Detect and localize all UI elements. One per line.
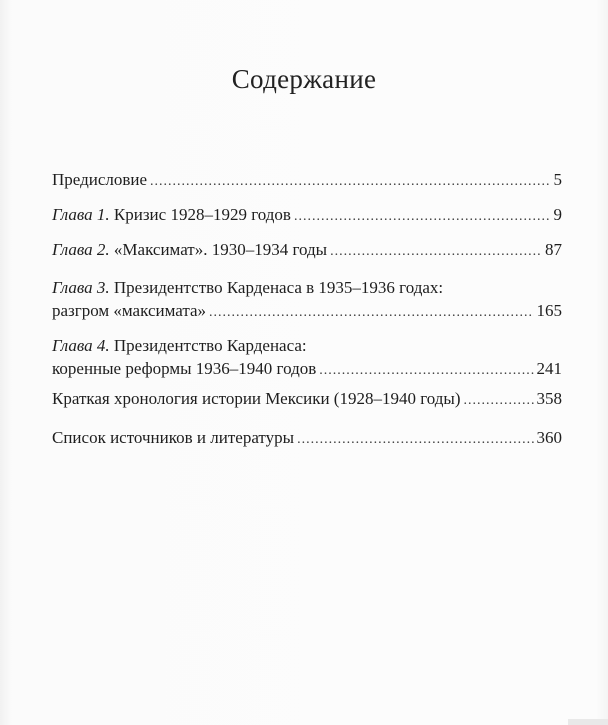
toc-entry-title: Президентство Карденаса: xyxy=(113,336,307,355)
toc-entry-preface[interactable] xyxy=(52,168,562,193)
toc-page-number: 241 xyxy=(536,359,562,378)
toc-entry-chapter-3[interactable] xyxy=(52,276,562,324)
chapter-label: Глава 3. xyxy=(52,278,110,297)
toc-page-number: 9 xyxy=(553,205,562,224)
leader-dots xyxy=(297,428,533,451)
toc-entry-title: Краткая хронология истории Мексики (1928–1940 годы) xyxy=(52,389,461,408)
toc-entry-title: Список источников и литературы xyxy=(52,428,295,447)
toc-entry-chapter-1[interactable] xyxy=(52,203,562,228)
toc-entry-chronology[interactable] xyxy=(52,387,562,412)
toc-entry-chapter-2[interactable] xyxy=(52,238,562,263)
toc-entry-chapter-4[interactable] xyxy=(52,334,562,382)
page-title: Содержание xyxy=(231,64,377,94)
leader-dots xyxy=(294,205,551,228)
toc-page-number: 87 xyxy=(545,240,562,259)
toc-entry-bibliography[interactable] xyxy=(52,426,562,451)
toc-entry-subtitle: коренные реформы 1936–1940 годов xyxy=(52,359,317,378)
toc-entry-title: Кризис 1928–1929 годов xyxy=(113,205,291,224)
leader-dots xyxy=(319,359,533,382)
leader-dots xyxy=(209,301,533,324)
chapter-label: Глава 1. xyxy=(52,205,110,224)
toc-entry-title: Президентство Карденаса в 1935–1936 годах: xyxy=(113,278,444,297)
toc-entry-title: «Максимат». 1930–1934 годы xyxy=(113,240,328,259)
leader-dots xyxy=(150,170,550,193)
chapter-label: Глава 2. xyxy=(52,240,110,259)
toc-page-number: 5 xyxy=(553,170,562,189)
leader-dots xyxy=(464,389,534,412)
toc-page-number: 360 xyxy=(536,428,562,447)
toc-page-number: 165 xyxy=(536,301,562,320)
toc-entry-subtitle: разгром «максимата» xyxy=(52,301,207,320)
toc-entry-title: Предисловие xyxy=(52,170,148,189)
toc-page-number: 358 xyxy=(536,389,562,408)
chapter-label: Глава 4. xyxy=(52,336,110,355)
leader-dots xyxy=(330,240,542,263)
page-edge-shadow xyxy=(568,719,608,725)
